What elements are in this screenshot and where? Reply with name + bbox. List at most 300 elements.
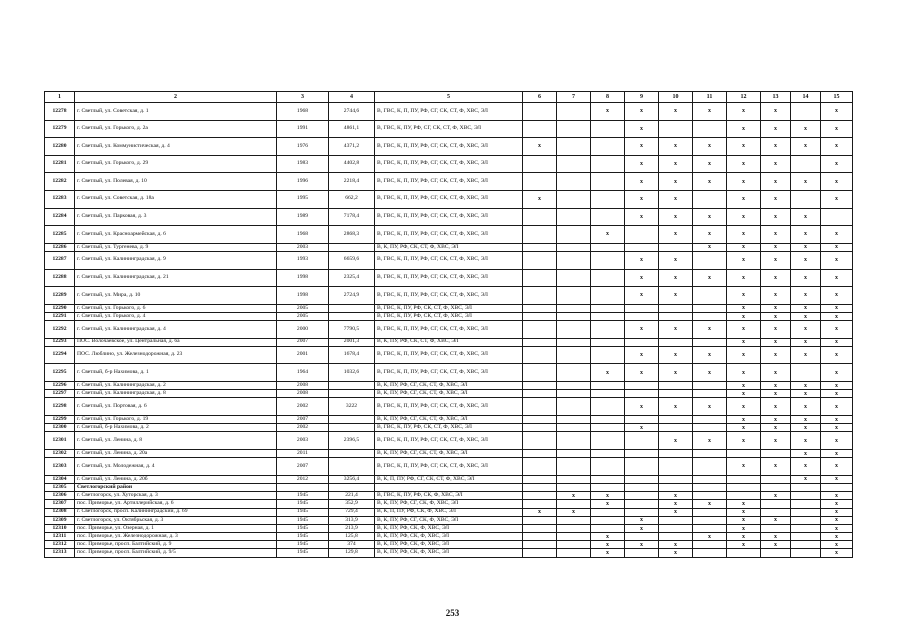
mark-cell: x [727,338,761,346]
address-cell: г. Светлый, ул. Ленина, д. 20б [75,475,277,483]
mark-cell: x [693,103,727,121]
row-id-cell: 12291 [45,312,75,320]
mark-cell: x [791,226,821,244]
mark-cell [625,500,659,508]
mark-cell: x [625,321,659,339]
systems-cell: В, К, ПУ, РФ, СГ, СК, СТ, Ф, ХВС, ЭЛ [375,390,523,398]
mark-cell [523,458,557,476]
address-cell: г. Светлый, ул. Калининградская, д. 8 [75,390,277,398]
table-row [45,549,853,557]
mark-cell: x [727,533,761,541]
mark-cell [761,450,791,458]
row-id-cell: 12287 [45,251,75,269]
mark-cell: x [591,364,625,382]
systems-cell: В, К, П, ПУ, РФ, СК, Ф, ХВС, ЭЛ [375,508,523,516]
year-cell: 1945 [277,508,329,516]
year-cell: 1983 [277,155,329,173]
mark-cell [727,549,761,557]
mark-cell [523,346,557,364]
mark-cell: x [791,138,821,156]
systems-cell: В, ГВС, К, ПУ, РФ, СК, Ф, ХВС, ЭЛ [375,492,523,500]
table-row [45,533,853,541]
mark-cell [557,103,591,121]
table-row [45,450,853,458]
systems-cell: В, ГВС, К, П, ПУ, РФ, СГ, СК, СТ, Ф, ХВС, ЭЛ [375,226,523,244]
mark-cell: x [821,338,853,346]
year-cell: 2011 [277,450,329,458]
mark-cell: x [727,120,761,138]
address-cell: г. Светлый, б-р Нахимова, д. 1 [75,364,277,382]
mark-cell: x [625,251,659,269]
mark-cell [591,508,625,516]
mark-cell [591,190,625,208]
mark-cell: x [693,155,727,173]
mark-cell: x [693,432,727,450]
table-row [45,103,853,121]
mark-cell: x [761,269,791,287]
mark-cell: x [821,382,853,390]
address-cell: г. Светлый, ул. Горького, д. 19 [75,416,277,424]
mark-cell [557,382,591,390]
mark-cell: x [625,424,659,432]
address-cell: ПОС. Волочаевское, ул. Центральная, д. 6а [75,338,277,346]
mark-cell: x [791,251,821,269]
mark-cell [523,103,557,121]
row-id-cell: 12278 [45,103,75,121]
mark-cell [591,416,625,424]
mark-cell: x [821,475,853,483]
mark-cell: x [821,516,853,524]
mark-cell [591,516,625,524]
mark-cell: x [821,304,853,312]
mark-cell: x [761,516,791,524]
area-cell: 2396,5 [329,432,375,450]
table-row [45,287,853,305]
mark-cell: x [659,155,693,173]
mark-cell [523,475,557,483]
mark-cell: x [791,287,821,305]
mark-cell: x [727,390,761,398]
mark-cell: x [761,304,791,312]
mark-cell [625,243,659,251]
systems-cell: В, ГВС, К, ПУ, РФ, СК, СТ, Ф, ХВС, ЭЛ [375,304,523,312]
mark-cell [791,155,821,173]
mark-cell [523,450,557,458]
mark-cell: x [727,508,761,516]
systems-cell: В, К, ПУ, РФ, СК, Ф, ХВС, ЭЛ [375,549,523,557]
mark-cell [791,492,821,500]
table-row [45,398,853,416]
mark-cell [591,398,625,416]
table-row [45,208,853,226]
mark-cell: x [791,475,821,483]
mark-cell: x [791,390,821,398]
mark-cell: x [625,190,659,208]
row-id-cell: 12300 [45,424,75,432]
mark-cell [591,138,625,156]
row-id-cell: 12283 [45,190,75,208]
table-row [45,516,853,524]
row-id-cell: 12306 [45,492,75,500]
mark-cell [557,346,591,364]
mark-cell: x [523,190,557,208]
address-cell: г. Светлый, ул. Горького, д. 29 [75,155,277,173]
area-cell: 662,2 [329,190,375,208]
mark-cell [591,346,625,364]
mark-cell: x [821,190,853,208]
mark-cell [557,251,591,269]
mark-cell [625,483,659,491]
systems-cell: В, ГВС, К, П, ПУ, РФ, СГ, СК, СТ, Ф, ХВС, ЭЛ [375,155,523,173]
area-cell: 129,8 [329,549,375,557]
mark-cell [659,312,693,320]
table-row [45,524,853,532]
housing-register-table [44,91,853,558]
mark-cell [693,549,727,557]
column-header: 11 [693,92,727,103]
address-cell: г. Светлый, ул. Горького, д. 2а [75,120,277,138]
mark-cell [693,492,727,500]
row-id-cell: 12313 [45,549,75,557]
mark-cell: x [659,398,693,416]
mark-cell [625,226,659,244]
table-row [45,458,853,476]
year-cell: 2007 [277,416,329,424]
column-header: 1 [45,92,75,103]
mark-cell [557,208,591,226]
mark-cell: x [821,458,853,476]
mark-cell [659,338,693,346]
mark-cell [625,492,659,500]
mark-cell [557,304,591,312]
row-id-cell: 12284 [45,208,75,226]
address-cell: г. Светлый, ул. Красноармейская, д. 6 [75,226,277,244]
mark-cell [761,508,791,516]
mark-cell [523,364,557,382]
systems-cell [375,483,523,491]
systems-cell: В, ГВС, К, П, ПУ, РФ, СГ, СК, СТ, Ф, ХВС, ЭЛ [375,321,523,339]
year-cell: 1993 [277,251,329,269]
mark-cell: x [625,516,659,524]
mark-cell [693,338,727,346]
mark-cell: x [727,524,761,532]
mark-cell: x [821,416,853,424]
mark-cell: x [693,533,727,541]
mark-cell: x [625,103,659,121]
table-row [45,492,853,500]
row-id-cell: 12308 [45,508,75,516]
mark-cell [591,287,625,305]
area-cell: 374 [329,541,375,549]
table-row [45,346,853,364]
row-id-cell: 12293 [45,338,75,346]
row-id-cell: 12304 [45,475,75,483]
mark-cell [591,321,625,339]
address-cell: Светлогорский район [75,483,277,491]
systems-cell: В, К, ПУ, РФ, СК, Ф, ХВС, ЭЛ [375,533,523,541]
mark-cell [523,173,557,191]
systems-cell: В, ГВС, К, П, ПУ, РФ, СГ, СК, СТ, Ф, ХВС, ЭЛ [375,103,523,121]
area-cell: 2325,4 [329,269,375,287]
column-header: 15 [821,92,853,103]
column-header: 14 [791,92,821,103]
mark-cell: x [727,398,761,416]
year-cell: 1995 [277,190,329,208]
year-cell: 1945 [277,492,329,500]
year-cell: 2002 [277,398,329,416]
year-cell: 2002 [277,424,329,432]
mark-cell: x [761,416,791,424]
mark-cell [625,432,659,450]
mark-cell: x [727,226,761,244]
mark-cell: x [693,208,727,226]
mark-cell [557,533,591,541]
mark-cell: x [659,190,693,208]
systems-cell: В, К, ПУ, РФ, СГ, СК, СТ, Ф, ХВС, ЭЛ [375,382,523,390]
mark-cell: x [761,120,791,138]
row-id-cell: 12282 [45,173,75,191]
mark-cell: x [821,103,853,121]
area-cell [329,458,375,476]
year-cell: 1976 [277,138,329,156]
address-cell: г. Светлый, ул. Парковая, д. 3 [75,208,277,226]
area-cell: 729,4 [329,508,375,516]
row-id-cell: 12281 [45,155,75,173]
mark-cell: x [659,541,693,549]
mark-cell [523,382,557,390]
mark-cell: x [791,312,821,320]
mark-cell: x [693,321,727,339]
mark-cell [523,269,557,287]
mark-cell: x [693,243,727,251]
mark-cell: x [659,251,693,269]
mark-cell [557,416,591,424]
column-header: 5 [375,92,523,103]
mark-cell: x [659,208,693,226]
table-row [45,364,853,382]
address-cell: г. Светлый, ул. Молодежная, д. 4 [75,458,277,476]
area-cell [329,304,375,312]
mark-cell: x [727,516,761,524]
mark-cell: x [727,173,761,191]
mark-cell: x [591,226,625,244]
address-cell: г. Светлый, ул. Тургенева, д. 9 [75,243,277,251]
table-row [45,432,853,450]
table-row [45,226,853,244]
table-row [45,269,853,287]
mark-cell: x [791,120,821,138]
systems-cell: В, ГВС, К, П, ПУ, РФ, СГ, СК, СТ, Ф, ХВС, ЭЛ [375,287,523,305]
mark-cell: x [821,173,853,191]
mark-cell [791,103,821,121]
mark-cell [557,120,591,138]
mark-cell [791,516,821,524]
column-header: 6 [523,92,557,103]
row-id-cell: 12311 [45,533,75,541]
systems-cell: В, К, ПУ, РФ, СК, Ф, ХВС, ЭЛ [375,541,523,549]
row-id-cell: 12286 [45,243,75,251]
area-cell [329,416,375,424]
row-id-cell: 12292 [45,321,75,339]
mark-cell [591,382,625,390]
mark-cell: x [821,269,853,287]
mark-cell: x [761,190,791,208]
row-id-cell: 12289 [45,287,75,305]
mark-cell [557,226,591,244]
mark-cell: x [727,251,761,269]
mark-cell [625,508,659,516]
mark-cell [659,424,693,432]
register-sheet [44,91,852,558]
address-cell: г. Светлый, ул. Ленина, д. 8 [75,432,277,450]
area-cell [329,450,375,458]
mark-cell: x [821,155,853,173]
year-cell: 2007 [277,458,329,476]
mark-cell: x [761,382,791,390]
area-cell: 4402,8 [329,155,375,173]
systems-cell: В, К, П, ПУ, РФ, СГ, СК, СТ, Ф, ХВС, ЭЛ [375,475,523,483]
mark-cell [659,243,693,251]
mark-cell: x [557,492,591,500]
mark-cell: x [625,269,659,287]
mark-cell: x [727,138,761,156]
mark-cell: x [625,208,659,226]
mark-cell [625,533,659,541]
mark-cell [557,398,591,416]
mark-cell: x [791,458,821,476]
mark-cell [693,508,727,516]
address-cell: г. Светлый, ул. Портовая, д. 6 [75,398,277,416]
systems-cell: В, ГВС, К, П, ПУ, РФ, СГ, СК, СТ, Ф, ХВС, ЭЛ [375,432,523,450]
mark-cell [693,541,727,549]
mark-cell [791,508,821,516]
table-row [45,304,853,312]
address-cell: г. Светлый, ул. Советская, д. 1 [75,103,277,121]
area-cell: 3256,4 [329,475,375,483]
table-row [45,424,853,432]
year-cell: 2005 [277,304,329,312]
mark-cell [557,190,591,208]
mark-cell: x [821,508,853,516]
mark-cell [591,269,625,287]
mark-cell: x [625,287,659,305]
mark-cell: x [761,226,791,244]
table-row [45,120,853,138]
table-row [45,251,853,269]
address-cell: ПОС. Люблино, ул. Железнодорожная, д. 23 [75,346,277,364]
mark-cell: x [693,269,727,287]
mark-cell [557,173,591,191]
mark-cell: x [727,155,761,173]
systems-cell: В, К, ПУ, РФ, СГ, СК, Ф, ХВС, ЭЛ [375,500,523,508]
mark-cell [523,155,557,173]
column-header: 4 [329,92,375,103]
mark-cell: x [821,398,853,416]
mark-cell [591,458,625,476]
mark-cell: x [821,312,853,320]
mark-cell [591,432,625,450]
mark-cell: x [821,549,853,557]
mark-cell [625,475,659,483]
year-cell: 2003 [277,432,329,450]
systems-cell: В, ГВС, К, П, ПУ, РФ, СГ, СК, СТ, Ф, ХВС, ЭЛ [375,398,523,416]
area-cell: 125,8 [329,533,375,541]
year-cell: 1998 [277,287,329,305]
mark-cell: x [727,287,761,305]
year-cell: 1945 [277,500,329,508]
mark-cell: x [659,287,693,305]
mark-cell [557,287,591,305]
mark-cell: x [659,173,693,191]
mark-cell: x [693,173,727,191]
mark-cell [693,424,727,432]
mark-cell [591,251,625,269]
column-number-header [45,92,853,103]
mark-cell [693,516,727,524]
address-cell: г. Светлый, ул. Горького, д. 6 [75,304,277,312]
mark-cell [523,120,557,138]
mark-cell [591,173,625,191]
mark-cell: x [591,541,625,549]
mark-cell: x [761,287,791,305]
area-cell: 3222 [329,398,375,416]
mark-cell: x [727,382,761,390]
mark-cell: x [791,173,821,191]
mark-cell [693,416,727,424]
table-row [45,190,853,208]
mark-cell: x [821,138,853,156]
mark-cell: x [693,364,727,382]
column-header: 9 [625,92,659,103]
mark-cell: x [693,138,727,156]
table-row [45,312,853,320]
table-body [45,103,853,558]
mark-cell [591,475,625,483]
area-cell: 2724,9 [329,287,375,305]
mark-cell: x [659,508,693,516]
address-cell: г. Светлый, ул. Ленина, д. 20а [75,450,277,458]
mark-cell: x [821,500,853,508]
mark-cell [625,304,659,312]
mark-cell [557,424,591,432]
mark-cell: x [727,312,761,320]
column-header: 2 [75,92,277,103]
mark-cell: x [761,424,791,432]
row-id-cell: 12288 [45,269,75,287]
mark-cell: x [727,243,761,251]
mark-cell [557,516,591,524]
mark-cell: x [761,243,791,251]
mark-cell: x [761,338,791,346]
year-cell: 1996 [277,173,329,191]
mark-cell [761,500,791,508]
mark-cell: x [659,549,693,557]
year-cell: 2000 [277,321,329,339]
row-id-cell: 12298 [45,398,75,416]
row-id-cell: 12312 [45,541,75,549]
mark-cell [659,483,693,491]
area-cell [329,243,375,251]
mark-cell [693,190,727,208]
row-id-cell: 12299 [45,416,75,424]
row-id-cell: 12285 [45,226,75,244]
mark-cell [523,432,557,450]
mark-cell: x [727,432,761,450]
mark-cell: x [693,398,727,416]
mark-cell: x [761,138,791,156]
table-row [45,321,853,339]
mark-cell [557,269,591,287]
